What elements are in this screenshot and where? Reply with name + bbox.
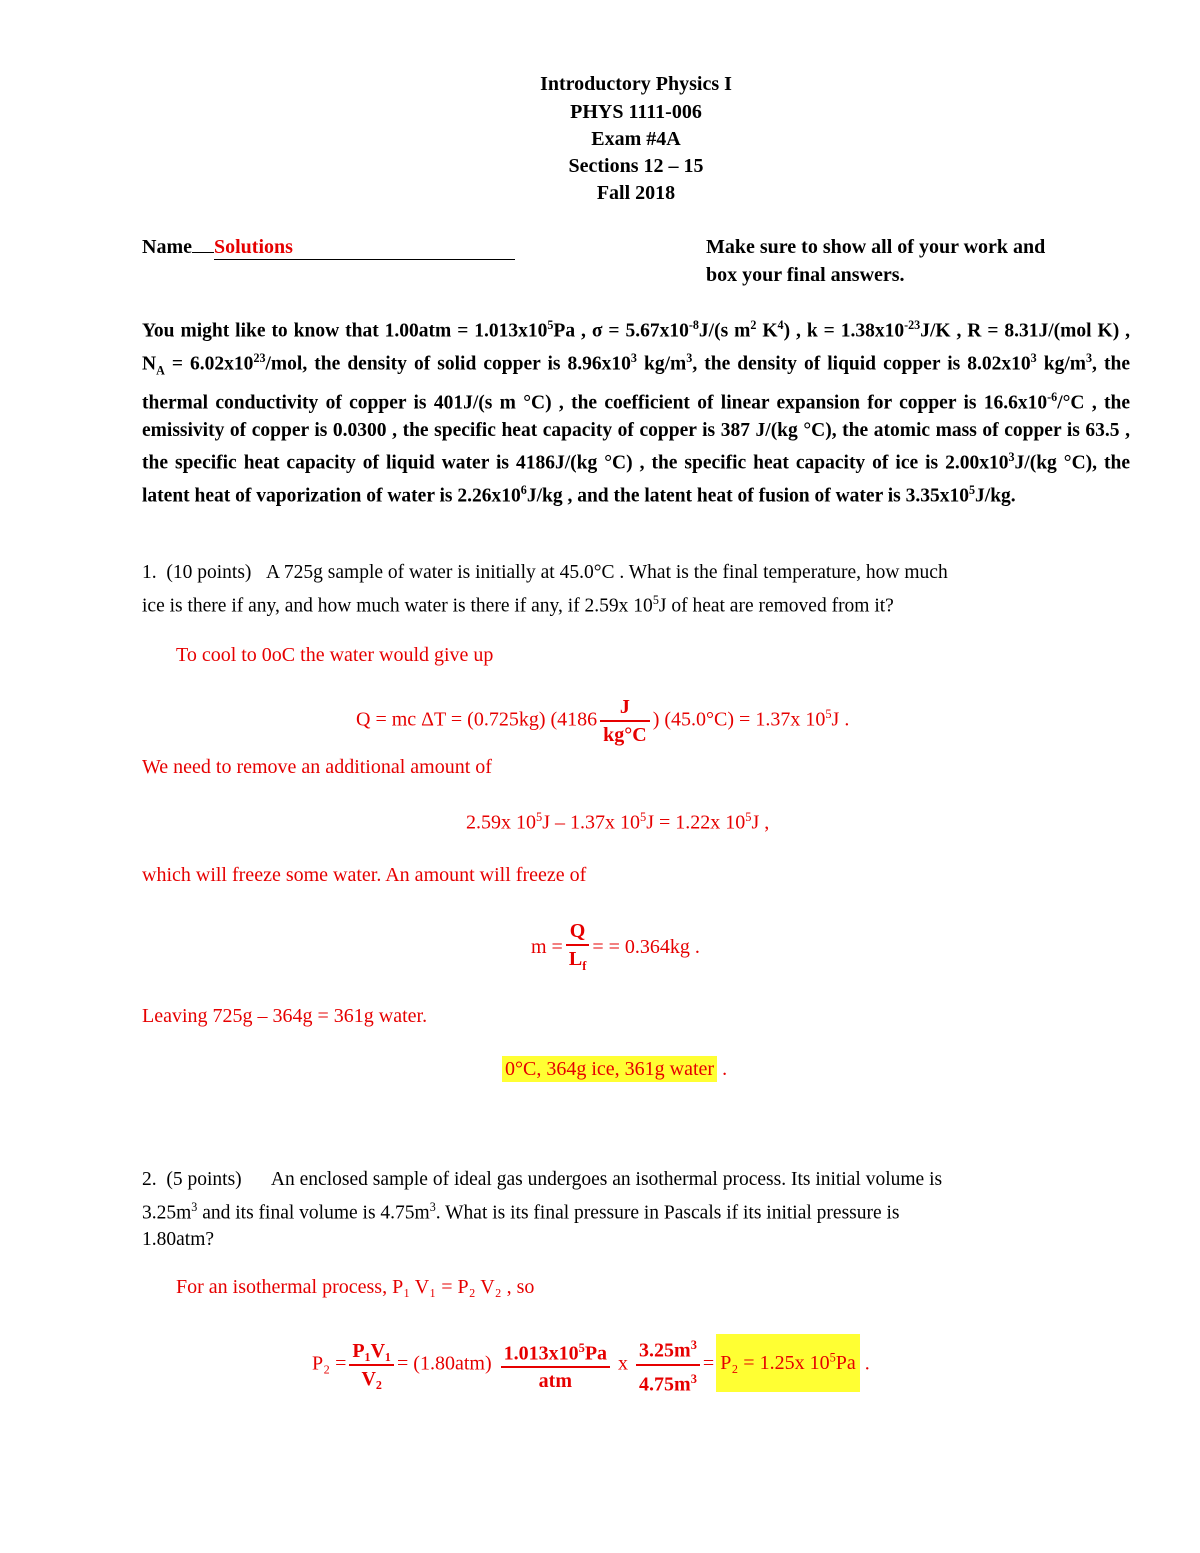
name-label: Name	[142, 236, 192, 258]
q2-fraction-volume-ratio: $\frac{3.25m^3}{4.75m^3}$	[636, 1332, 700, 1397]
q1-final-answer: 0°C, 364g ice, 361g water .	[502, 1058, 727, 1081]
name-value: Solutions	[213, 236, 293, 258]
course-title: Introductory Physics I	[540, 73, 732, 95]
q2-equation-pressure: P₂ = $\frac{\text{P₁V₁}}{\text{V₂}}$ = (1.80atm) $\frac{1.013x10^5Pa}{\text{atm}}$ x $\frac{3.25m^3}{4.75m^3}$ = P₂ = 1.25x $10^5Pa$ .	[312, 1332, 870, 1397]
q1-answer-highlight: 0°C, 364g ice, 361g water	[502, 1056, 717, 1082]
exam-term: Fall 2018	[596, 182, 676, 204]
q2-fraction-pa-per-atm: $\frac{1.013x10^5Pa}{\text{atm}}$	[501, 1335, 610, 1395]
instructions-line-2: box your final answers.	[706, 264, 905, 286]
q1-fraction-q-over-lf: $\frac{Q}{L_f}$	[566, 918, 589, 979]
question-2-number: 2.	[142, 1169, 157, 1190]
question-2-points: (5 points)	[166, 1169, 242, 1190]
question-1-points: (10 points)	[166, 562, 252, 583]
question-2-text: 2. (5 points) An enclosed sample of ideal gas undergoes an isothermal process. Its initial volume is $3.25m^3$ and its final volume is $4.75m^3$. What is its final pressure in Pascals if its initial pressure is 1.80atm?	[142, 1169, 943, 1250]
q2-fraction-p1v1-over-v2: $\frac{\text{P₁V₁}}{\text{V₂}}$	[349, 1338, 394, 1392]
question-1-text: 1. (10 points) A 725g sample of water is initially at 45.0°C . What is the final temperature, how much ice is there if any, and how much water is there if any, if 2.59x $10^5J$ of heat are removed from it?	[142, 562, 948, 616]
q1-equation-heat: Q = mc ΔT = (0.725kg) (4186 $\frac{J}{kg^\circ C}$ ) (45.0°C) = 1.37x $10^5J$ .	[356, 696, 850, 746]
q1-fraction-j-per-kgc: $\frac{J}{kg^\circ C}$	[600, 694, 650, 748]
q2-answer-highlight: P₂ = 1.25x $10^5Pa$	[716, 1334, 860, 1392]
q1-equation-mass: m = $\frac{Q}{L_f}$ = = 0.364kg .	[531, 918, 700, 979]
q2-solution-intro: For an isothermal process, P₁ V₁ = P₂ V₂ , so	[176, 1276, 535, 1298]
q1-solution-need: We need to remove an additional amount of	[142, 756, 492, 778]
instructions-line-1: Make sure to show all of your work and	[706, 236, 1046, 258]
q1-solution-freeze: which will freeze some water. An amount will freeze of	[142, 864, 587, 886]
q1-solution-intro: To cool to 0oC the water would give up	[176, 644, 494, 666]
question-1-number: 1.	[142, 562, 157, 583]
q1-solution-leaving: Leaving 725g – 364g = 361g water.	[142, 1005, 428, 1027]
exam-title: Exam #4A	[591, 128, 681, 150]
q1-equation-remaining: 2.59x $10^5J - 1.37x$ $10^5J = 1.22x$ $10^5J$ ,	[466, 810, 770, 834]
course-number: PHYS 1111-006	[570, 101, 702, 123]
constants-paragraph: You might like to know that $1.00atm = 1.013x10^5Pa$ , $\sigma = 5.67x10^{-8}J/(s$ $m^2$ $K^4$) , $k = 1.38x10^{-23}J/K$ , R = 8.31J/(mol K) , $N_A = 6.02x10^{23}/mol$, the density of solid copper is $8.96x10^3$ $kg/m^3$, the density of liquid copper is $8.02x10^3$ $kg/m^3$, the thermal conductivity of copper is 401J/(s m °C) , the coefficient of linear expansion for copper is $16.6x10^{-6}/^\circ C$ , the emissivity of copper is 0.0300 , the specific heat capacity of copper is 387 J/(kg °C), the atomic mass of copper is 63.5 , the specific heat capacity of liquid water is 4186J/(kg °C) , the specific heat capacity of ice is $2.00x10^3J/(kg$ °C), the latent heat of vaporization of water is $2.26x10^6J/kg$ , and the latent heat of fusion of water is $3.35x10^5J/kg$.	[142, 318, 1131, 507]
name-field	[142, 236, 515, 260]
exam-sections: Sections 12 – 15	[568, 155, 704, 177]
